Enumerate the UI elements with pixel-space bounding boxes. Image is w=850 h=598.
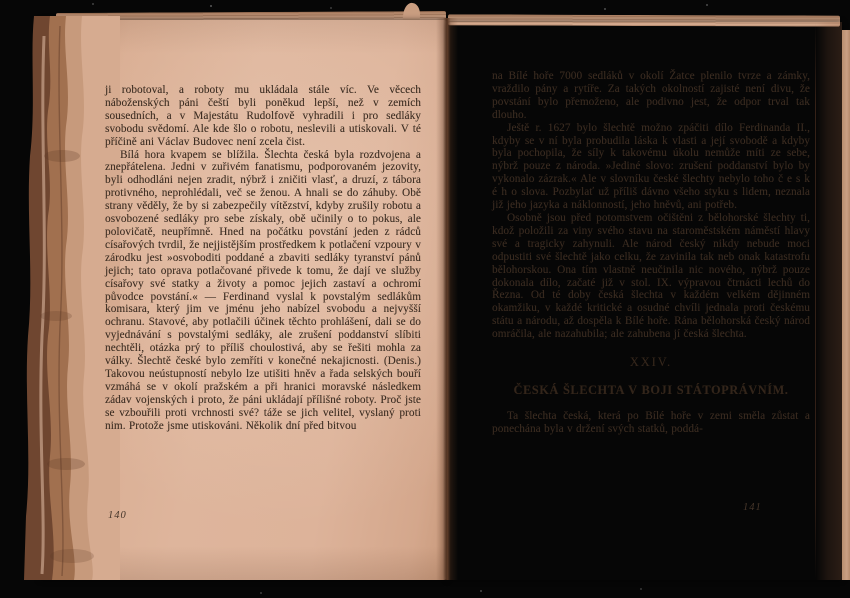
book-spine-gutter (436, 18, 458, 580)
page-number-left: 140 (108, 510, 127, 521)
scanner-dust-specks (0, 0, 2, 2)
chapter-title-heading: ČESKÁ ŠLECHTA V BOJI STÁTOPRÁVNÍM. (513, 382, 789, 397)
page-number-right: 141 (743, 502, 762, 513)
right-page-text (492, 70, 810, 436)
right-page (447, 22, 842, 580)
paragraph: Osobně jsou před potomstvem očištěni z bělohorské šlechty ti, kdož položili za viny svého stavu na staroměstském náměstí hlavy své a tragicky zahynuli. Ale národ český nikdy nebude moci odpustiti své šlechtě jako celku, že zavinila tak neb onak katastrofu bělohorskou. Ona tím vlastně neučinila nic nového, nýbrž pouze dokonala dílo, začaté již v stol. IX. výpravou čtrnácti lechů do Řezna. Od té doby česká šlechta v každém velkém dějinném okamžiku, v každé kritické a osudné chvíli jednala proti českému státu a národu, až dospěla k Bílé hoře. Rána bělohorská český národ omráčila, ale nazahubila; ale zahubena jí česká šlechta. (492, 211, 810, 341)
paragraph: Bílá hora kvapem se blížila. Šlechta česká byla rozdvojena a znepřátelena. Jedni v zuřivém fanatismu, podporovaném jezovity, byli odhodláni nejen zradit, nýbrž i zničiti vlasť, a druzí, z tábora protivného, neprohlédali, več se ženou. A hnali se do záhuby. Obě strany věděly, že by si zabezpečily vítězství, kdyby zrušily robotu a osvobozené sedláky pro sebe získaly, obě učinily o to pokus, ale polovičatě, neupřímně. Hned na počátku povstání jeden z rádců císařových tvrdil, že nejjistějším prostředkem k potlačení vzpoury v zárodku jest »osvoboditi poddané a zbaviti sedláky tyranství pánů jejich; tato oprava potlačované přivede k tomu, že dají ve služby císařovy své statky a životy a pomoc jejich zastaví a ochromí původce povstání.« — Ferdinand vyslal k povstalým sedlákům komisara, který jim ve jménu jeho nabízel svobodu a nejvyšší ochranu. Stavové, aby potlačili účinek těchto prohlášení, dali se do vyjednávání s povstalými sedláky, ale zrušení poddanství slíbiti nechtěli, otázka prý to příliš choulostivá, aby se řešiti mohla za války. Šlechtě české bylo zemříti v konečné nekajicnosti. (Denis.) Takovou neústupností nebylo lze utišiti hněv a řada selských bouří vzmáhá se v okolí pražském a při hranici moravské následkem zádav vojenských i proto, že páni ukládají přílišné roboty. Proč jste se vzbouřili proti vrchnosti své? táže se jich velitel, vyslaný proti nim. Protože jsme utiskováni. Několik dní před bitvou (105, 148, 421, 432)
paragraph: Ta šlechta česká, která po Bílé hoře v zemi směla zůstat a ponechána byla v držení svých statků, poddá- (492, 409, 810, 435)
paragraph: ji robotoval, a roboty mu ukládala stále víc. Ve věcech náboženských páni čeští byli poněkud lepší, než v zemích sousedních, a v Majestátu Rudolfově vyhradili i pro sedláky svobodu svědomí. Ale kde šlo o robotu, neslevili a utiskovali. V té příčině ani Václav Budovec není zcela čist. (105, 84, 421, 148)
paragraph: na Bílé hoře 7000 sedláků v okolí Žatce plenilo tvrze a zámky, vraždilo pány a rytíře. Za takých okolností zajisté není divu, že povstání bylo přemoženo, ale podivno jest, že odpor trval tak dlouho. (492, 70, 810, 121)
paragraph: Ještě r. 1627 bylo šlechtě možno zpáčiti dílo Ferdinanda II., kdyby se v ní byla probudila láska k vlasti a její svobodě a kdyby byla pochopila, že síly k takovému úkolu nemůže míti ze sebe, nýbrž pouze z národa. »Jediné slovo: zrušení poddanství bylo by vykonalo zázrak.« Ale v slovníku české šlechty nebylo toho č e s k é h o slova. Pozbylať už příliš dávno všeho styku s lidem, neznala již jeho jazyka a náklonností, jeho hněvů, ani potřeb. (492, 121, 810, 212)
book-fore-edge (842, 30, 850, 580)
chapter-number-heading: XXIV. (629, 355, 673, 370)
fore-edge-shading (816, 22, 842, 580)
left-page-text (105, 84, 421, 432)
